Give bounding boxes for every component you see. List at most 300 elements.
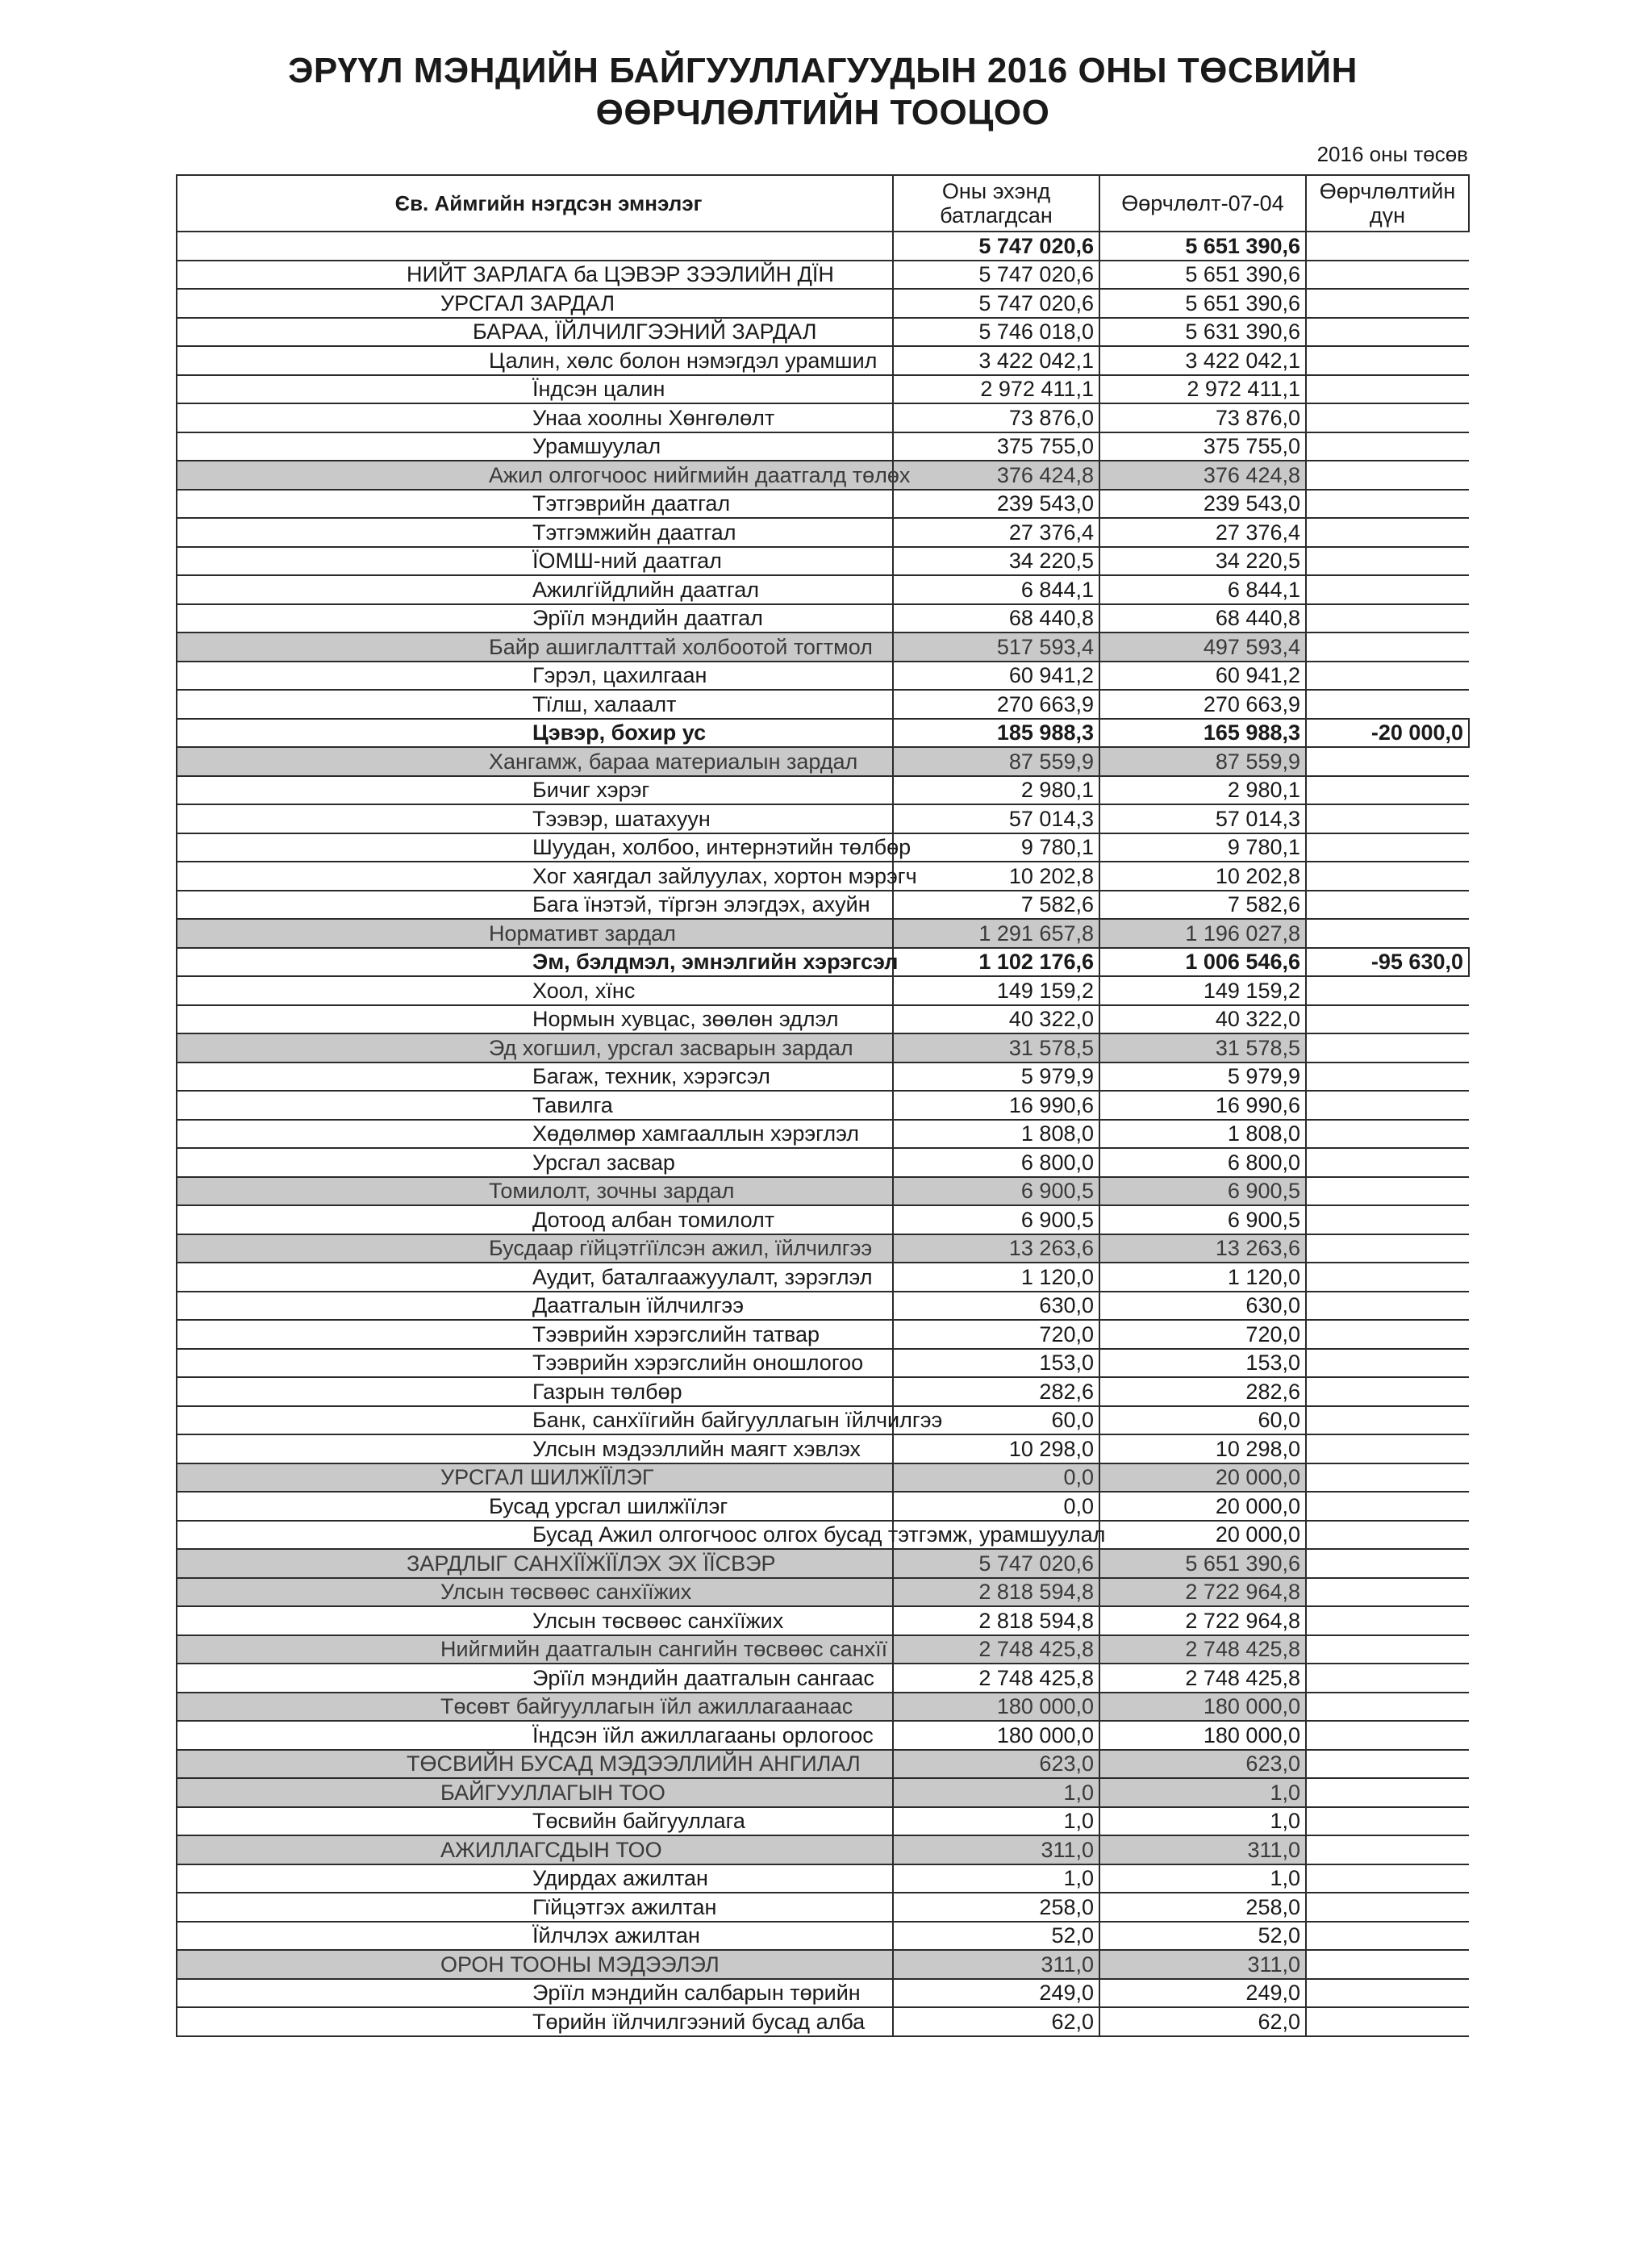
table-row bbox=[177, 1434, 1469, 1463]
changed-value: 7 582,6 bbox=[1099, 891, 1306, 920]
change-amount bbox=[1306, 1721, 1469, 1750]
table-row bbox=[177, 289, 1469, 318]
change-amount: -95 630,0 bbox=[1306, 948, 1469, 977]
change-amount bbox=[1306, 547, 1469, 576]
table-row bbox=[177, 1693, 1469, 1722]
change-amount bbox=[1306, 1263, 1469, 1292]
change-amount bbox=[1306, 862, 1469, 891]
change-amount bbox=[1306, 604, 1469, 633]
approved-value: 60,0 bbox=[893, 1406, 1099, 1435]
row-label: Урамшуулал bbox=[177, 432, 893, 461]
row-label: УРСГАЛ ЗАРДАЛ bbox=[177, 289, 893, 318]
change-amount bbox=[1306, 1979, 1469, 2008]
change-amount bbox=[1306, 1292, 1469, 1321]
table-row bbox=[177, 948, 1469, 977]
row-label: Хоол, хїнс bbox=[177, 976, 893, 1005]
table-row bbox=[177, 1864, 1469, 1893]
approved-value: 5 746 018,0 bbox=[893, 318, 1099, 347]
approved-value: 62,0 bbox=[893, 2007, 1099, 2036]
table-row bbox=[177, 232, 1469, 261]
changed-value: 497 593,4 bbox=[1099, 633, 1306, 662]
changed-value: 258,0 bbox=[1099, 1893, 1306, 1922]
changed-value: 9 780,1 bbox=[1099, 833, 1306, 862]
change-amount bbox=[1306, 1091, 1469, 1120]
change-amount bbox=[1306, 1778, 1469, 1807]
changed-value: 31 578,5 bbox=[1099, 1033, 1306, 1063]
approved-value: 311,0 bbox=[893, 1835, 1099, 1864]
table-body bbox=[177, 232, 1469, 2036]
table-row bbox=[177, 575, 1469, 604]
change-amount bbox=[1306, 261, 1469, 290]
row-label: Эм, бэлдмэл, эмнэлгийн хэрэгсэл bbox=[177, 948, 893, 977]
change-amount bbox=[1306, 1120, 1469, 1149]
approved-value: 16 990,6 bbox=[893, 1091, 1099, 1120]
changed-value: 68 440,8 bbox=[1099, 604, 1306, 633]
changed-value: 10 202,8 bbox=[1099, 862, 1306, 891]
row-label: Даатгалын їйлчилгээ bbox=[177, 1292, 893, 1321]
row-label: Цэвэр, бохир ус bbox=[177, 719, 893, 748]
table-row bbox=[177, 1578, 1469, 1607]
changed-value: 282,6 bbox=[1099, 1377, 1306, 1406]
approved-value: 1 808,0 bbox=[893, 1120, 1099, 1149]
changed-value: 6 844,1 bbox=[1099, 575, 1306, 604]
changed-value: 73 876,0 bbox=[1099, 403, 1306, 432]
approved-value: 6 900,5 bbox=[893, 1205, 1099, 1234]
change-amount bbox=[1306, 1835, 1469, 1864]
row-label: Дотоод албан томилолт bbox=[177, 1205, 893, 1234]
changed-value: 87 559,9 bbox=[1099, 747, 1306, 776]
changed-value: 20 000,0 bbox=[1099, 1492, 1306, 1521]
change-amount bbox=[1306, 1606, 1469, 1635]
row-label: Удирдах ажилтан bbox=[177, 1864, 893, 1893]
changed-value: 60 941,2 bbox=[1099, 662, 1306, 691]
table-row bbox=[177, 976, 1469, 1005]
approved-value: 2 818 594,8 bbox=[893, 1578, 1099, 1607]
changed-value: 2 972 411,1 bbox=[1099, 375, 1306, 404]
approved-value: 0,0 bbox=[893, 1463, 1099, 1493]
changed-value: 5 651 390,6 bbox=[1099, 232, 1306, 261]
table-row bbox=[177, 919, 1469, 948]
row-label: Їйлчлэх ажилтан bbox=[177, 1922, 893, 1951]
changed-value: 239 543,0 bbox=[1099, 490, 1306, 519]
approved-value: 0,0 bbox=[893, 1492, 1099, 1521]
row-label: Тээврийн хэрэгслийн татвар bbox=[177, 1320, 893, 1349]
table-row bbox=[177, 804, 1469, 833]
row-label: Аудит, баталгаажуулалт, зэрэглэл bbox=[177, 1263, 893, 1292]
approved-value: 6 800,0 bbox=[893, 1148, 1099, 1177]
approved-value: 375 755,0 bbox=[893, 432, 1099, 461]
change-amount bbox=[1306, 403, 1469, 432]
change-amount: -20 000,0 bbox=[1306, 719, 1469, 748]
change-amount bbox=[1306, 919, 1469, 948]
changed-value: 165 988,3 bbox=[1099, 719, 1306, 748]
approved-value: 6 900,5 bbox=[893, 1177, 1099, 1206]
changed-value: 5 651 390,6 bbox=[1099, 1549, 1306, 1578]
changed-value: 2 748 425,8 bbox=[1099, 1664, 1306, 1693]
changed-value: 149 159,2 bbox=[1099, 976, 1306, 1005]
changed-value: 1 006 546,6 bbox=[1099, 948, 1306, 977]
change-amount bbox=[1306, 1492, 1469, 1521]
header-approved: Оны эхэнд батлагдсан bbox=[893, 175, 1099, 232]
table-row bbox=[177, 318, 1469, 347]
table-row bbox=[177, 1033, 1469, 1063]
approved-value: 27 376,4 bbox=[893, 518, 1099, 547]
changed-value: 1,0 bbox=[1099, 1807, 1306, 1836]
changed-value: 6 900,5 bbox=[1099, 1205, 1306, 1234]
change-amount bbox=[1306, 1922, 1469, 1951]
row-label: Нормативт зардал bbox=[177, 919, 893, 948]
change-amount bbox=[1306, 690, 1469, 719]
changed-value: 5 979,9 bbox=[1099, 1063, 1306, 1092]
changed-value: 1 196 027,8 bbox=[1099, 919, 1306, 948]
approved-value: 282,6 bbox=[893, 1377, 1099, 1406]
changed-value: 6 900,5 bbox=[1099, 1177, 1306, 1206]
changed-value: 630,0 bbox=[1099, 1292, 1306, 1321]
change-amount bbox=[1306, 375, 1469, 404]
row-label: Эрїїл мэндийн даатгал bbox=[177, 604, 893, 633]
change-amount bbox=[1306, 318, 1469, 347]
row-label: Бусдаар гїйцэтгїїлсэн ажил, їйлчилгээ bbox=[177, 1234, 893, 1263]
table-row bbox=[177, 1807, 1469, 1836]
table-row bbox=[177, 776, 1469, 805]
table-row bbox=[177, 1606, 1469, 1635]
change-amount bbox=[1306, 518, 1469, 547]
changed-value: 1,0 bbox=[1099, 1864, 1306, 1893]
table-row bbox=[177, 261, 1469, 290]
approved-value: 270 663,9 bbox=[893, 690, 1099, 719]
row-label: БАРАА, ЇЙЛЧИЛГЭЭНИЙ ЗАРДАЛ bbox=[177, 318, 893, 347]
table-row bbox=[177, 1835, 1469, 1864]
table-row bbox=[177, 662, 1469, 691]
table-row bbox=[177, 1177, 1469, 1206]
table-row bbox=[177, 461, 1469, 490]
approved-value: 1,0 bbox=[893, 1807, 1099, 1836]
row-label: Гїйцэтгэх ажилтан bbox=[177, 1893, 893, 1922]
table-row bbox=[177, 1406, 1469, 1435]
approved-value: 5 747 020,6 bbox=[893, 261, 1099, 290]
changed-value: 375 755,0 bbox=[1099, 432, 1306, 461]
approved-value: 57 014,3 bbox=[893, 804, 1099, 833]
row-label: Банк, санхїїгийн байгууллагын їйлчилгээ bbox=[177, 1406, 893, 1435]
table-row bbox=[177, 1148, 1469, 1177]
table-row bbox=[177, 1922, 1469, 1951]
row-label: УРСГАЛ ШИЛЖЇЇЛЭГ bbox=[177, 1463, 893, 1493]
table-row bbox=[177, 1979, 1469, 2008]
changed-value: 153,0 bbox=[1099, 1349, 1306, 1378]
change-amount bbox=[1306, 1549, 1469, 1578]
change-amount bbox=[1306, 1893, 1469, 1922]
row-label: Байр ашиглалттай холбоотой тогтмол bbox=[177, 633, 893, 662]
approved-value: 5 747 020,6 bbox=[893, 1549, 1099, 1578]
page-title: ЭРҮҮЛ МЭНДИЙН БАЙГУУЛЛАГУУДЫН 2016 ОНЫ ТӨСВИЙН ӨӨРЧЛӨЛТИЙН ТООЦОО bbox=[288, 51, 1358, 132]
table-row bbox=[177, 1234, 1469, 1263]
change-amount bbox=[1306, 633, 1469, 662]
table-row bbox=[177, 1721, 1469, 1750]
change-amount bbox=[1306, 1205, 1469, 1234]
change-amount bbox=[1306, 289, 1469, 318]
approved-value: 1,0 bbox=[893, 1778, 1099, 1807]
table-row bbox=[177, 633, 1469, 662]
approved-value: 1 291 657,8 bbox=[893, 919, 1099, 948]
approved-value: 1,0 bbox=[893, 1864, 1099, 1893]
row-label: Бусад Ажил олгогчоос олгох бусад тэтгэмж, урамшуулал bbox=[177, 1521, 893, 1550]
approved-value: 6 844,1 bbox=[893, 575, 1099, 604]
row-label: Тэтгэмжийн даатгал bbox=[177, 518, 893, 547]
approved-value: 149 159,2 bbox=[893, 976, 1099, 1005]
row-label: Нийгмийн даатгалын сангийн төсвөөс санхїї bbox=[177, 1635, 893, 1664]
row-label: Бичиг хэрэг bbox=[177, 776, 893, 805]
change-amount bbox=[1306, 1950, 1469, 1979]
approved-value: 10 202,8 bbox=[893, 862, 1099, 891]
row-label: Төсвийн байгууллага bbox=[177, 1807, 893, 1836]
changed-value: 62,0 bbox=[1099, 2007, 1306, 2036]
change-amount bbox=[1306, 1005, 1469, 1034]
row-label: Цалин, хөлс болон нэмэгдэл урамшил bbox=[177, 346, 893, 375]
change-amount bbox=[1306, 1864, 1469, 1893]
changed-value: 60,0 bbox=[1099, 1406, 1306, 1435]
changed-value: 376 424,8 bbox=[1099, 461, 1306, 490]
row-label: Улсын төсвөөс санхїїжих bbox=[177, 1578, 893, 1607]
changed-value: 13 263,6 bbox=[1099, 1234, 1306, 1263]
table-row bbox=[177, 518, 1469, 547]
approved-value: 5 979,9 bbox=[893, 1063, 1099, 1092]
approved-value: 68 440,8 bbox=[893, 604, 1099, 633]
change-amount bbox=[1306, 804, 1469, 833]
approved-value: 180 000,0 bbox=[893, 1721, 1099, 1750]
changed-value: 16 990,6 bbox=[1099, 1091, 1306, 1120]
approved-value: 180 000,0 bbox=[893, 1693, 1099, 1722]
approved-value: 2 748 425,8 bbox=[893, 1664, 1099, 1693]
table-row bbox=[177, 690, 1469, 719]
approved-value: 239 543,0 bbox=[893, 490, 1099, 519]
row-label: Эд хогшил, урсгал засварын зардал bbox=[177, 1033, 893, 1063]
approved-value: 7 582,6 bbox=[893, 891, 1099, 920]
changed-value: 20 000,0 bbox=[1099, 1463, 1306, 1493]
approved-value: 2 980,1 bbox=[893, 776, 1099, 805]
table-row bbox=[177, 1664, 1469, 1693]
change-amount bbox=[1306, 1434, 1469, 1463]
changed-value: 20 000,0 bbox=[1099, 1521, 1306, 1550]
budget-year-caption: 2016 оны төсөв bbox=[1316, 142, 1468, 166]
changed-value: 180 000,0 bbox=[1099, 1721, 1306, 1750]
changed-value: 311,0 bbox=[1099, 1950, 1306, 1979]
table-row bbox=[177, 1263, 1469, 1292]
change-amount bbox=[1306, 346, 1469, 375]
row-label: Хог хаягдал зайлуулах, хортон мэрэгч bbox=[177, 862, 893, 891]
row-label: БАЙГУУЛЛАГЫН ТОО bbox=[177, 1778, 893, 1807]
table-row bbox=[177, 1349, 1469, 1378]
row-label: Тавилга bbox=[177, 1091, 893, 1120]
header-organization: Єв. Аймгийн нэгдсэн эмнэлэг bbox=[177, 175, 893, 232]
changed-value: 27 376,4 bbox=[1099, 518, 1306, 547]
table-row bbox=[177, 1005, 1469, 1034]
table-row bbox=[177, 490, 1469, 519]
row-label: Тээвэр, шатахуун bbox=[177, 804, 893, 833]
change-amount bbox=[1306, 1807, 1469, 1836]
header-change: Өөрчлөлт-07-04 bbox=[1099, 175, 1306, 232]
table-row bbox=[177, 1893, 1469, 1922]
row-label: Шуудан, холбоо, интернэтийн төлбөр bbox=[177, 833, 893, 862]
row-label: Улсын төсвөөс санхїїжих bbox=[177, 1606, 893, 1635]
approved-value: 2 972 411,1 bbox=[893, 375, 1099, 404]
row-label: Їндсэн цалин bbox=[177, 375, 893, 404]
change-amount bbox=[1306, 575, 1469, 604]
change-amount bbox=[1306, 1377, 1469, 1406]
table-row bbox=[177, 547, 1469, 576]
approved-value: 258,0 bbox=[893, 1893, 1099, 1922]
table-row bbox=[177, 747, 1469, 776]
approved-value: 73 876,0 bbox=[893, 403, 1099, 432]
approved-value: 34 220,5 bbox=[893, 547, 1099, 576]
approved-value: 630,0 bbox=[893, 1292, 1099, 1321]
change-amount bbox=[1306, 461, 1469, 490]
table-row bbox=[177, 1377, 1469, 1406]
table-row bbox=[177, 403, 1469, 432]
row-label: Хөдөлмөр хамгааллын хэрэглэл bbox=[177, 1120, 893, 1149]
changed-value: 2 748 425,8 bbox=[1099, 1635, 1306, 1664]
row-label: Төрийн їйлчилгээний бусад алба bbox=[177, 2007, 893, 2036]
row-label: Бусад урсгал шилжїїлэг bbox=[177, 1492, 893, 1521]
table-row bbox=[177, 1549, 1469, 1578]
table-row bbox=[177, 1635, 1469, 1664]
approved-value: 5 747 020,6 bbox=[893, 289, 1099, 318]
approved-value: 13 263,6 bbox=[893, 1234, 1099, 1263]
approved-value: 10 298,0 bbox=[893, 1434, 1099, 1463]
row-label: Эрїїл мэндийн даатгалын сангаас bbox=[177, 1664, 893, 1693]
table-row bbox=[177, 1950, 1469, 1979]
change-amount bbox=[1306, 833, 1469, 862]
change-amount bbox=[1306, 1463, 1469, 1493]
approved-value: 311,0 bbox=[893, 1950, 1099, 1979]
table-row bbox=[177, 1750, 1469, 1779]
changed-value: 180 000,0 bbox=[1099, 1693, 1306, 1722]
change-amount bbox=[1306, 1406, 1469, 1435]
budget-table bbox=[176, 174, 1470, 2037]
table-row bbox=[177, 1320, 1469, 1349]
row-label: Улсын мэдээллийн маягт хэвлэх bbox=[177, 1434, 893, 1463]
table-row bbox=[177, 1778, 1469, 1807]
approved-value: 2 818 594,8 bbox=[893, 1606, 1099, 1635]
changed-value: 1,0 bbox=[1099, 1778, 1306, 1807]
row-label: Томилолт, зочны зардал bbox=[177, 1177, 893, 1206]
changed-value: 3 422 042,1 bbox=[1099, 346, 1306, 375]
changed-value: 34 220,5 bbox=[1099, 547, 1306, 576]
table-row bbox=[177, 719, 1469, 748]
change-amount bbox=[1306, 776, 1469, 805]
row-label: Нормын хувцас, зөөлөн эдлэл bbox=[177, 1005, 893, 1034]
changed-value: 2 980,1 bbox=[1099, 776, 1306, 805]
row-label: Тэтгэврийн даатгал bbox=[177, 490, 893, 519]
row-label: ТӨСВИЙН БУСАД МЭДЭЭЛЛИЙН АНГИЛАЛ bbox=[177, 1750, 893, 1779]
table-row bbox=[177, 1205, 1469, 1234]
change-amount bbox=[1306, 1349, 1469, 1378]
change-amount bbox=[1306, 976, 1469, 1005]
change-amount bbox=[1306, 1033, 1469, 1063]
changed-value: 311,0 bbox=[1099, 1835, 1306, 1864]
change-amount bbox=[1306, 232, 1469, 261]
change-amount bbox=[1306, 2007, 1469, 2036]
changed-value: 52,0 bbox=[1099, 1922, 1306, 1951]
table-row bbox=[177, 2007, 1469, 2036]
changed-value: 5 631 390,6 bbox=[1099, 318, 1306, 347]
table-row bbox=[177, 346, 1469, 375]
changed-value: 5 651 390,6 bbox=[1099, 261, 1306, 290]
approved-value: 185 988,3 bbox=[893, 719, 1099, 748]
table-row bbox=[177, 1292, 1469, 1321]
change-amount bbox=[1306, 662, 1469, 691]
approved-value: 376 424,8 bbox=[893, 461, 1099, 490]
changed-value: 2 722 964,8 bbox=[1099, 1578, 1306, 1607]
change-amount bbox=[1306, 1521, 1469, 1550]
table-row bbox=[177, 891, 1469, 920]
table-row bbox=[177, 375, 1469, 404]
row-label: ЇОМШ-ний даатгал bbox=[177, 547, 893, 576]
changed-value: 57 014,3 bbox=[1099, 804, 1306, 833]
change-amount bbox=[1306, 490, 1469, 519]
table-row bbox=[177, 862, 1469, 891]
row-label: Тээврийн хэрэгслийн оношлогоо bbox=[177, 1349, 893, 1378]
change-amount bbox=[1306, 1750, 1469, 1779]
change-amount bbox=[1306, 1635, 1469, 1664]
change-amount bbox=[1306, 432, 1469, 461]
table-row bbox=[177, 604, 1469, 633]
row-label: Гэрэл, цахилгаан bbox=[177, 662, 893, 691]
approved-value: 40 322,0 bbox=[893, 1005, 1099, 1034]
approved-value: 3 422 042,1 bbox=[893, 346, 1099, 375]
changed-value: 10 298,0 bbox=[1099, 1434, 1306, 1463]
table-row bbox=[177, 1492, 1469, 1521]
changed-value: 5 651 390,6 bbox=[1099, 289, 1306, 318]
row-label: АЖИЛЛАГСДЫН ТОО bbox=[177, 1835, 893, 1864]
changed-value: 1 808,0 bbox=[1099, 1120, 1306, 1149]
approved-value: 1 102 176,6 bbox=[893, 948, 1099, 977]
approved-value: 52,0 bbox=[893, 1922, 1099, 1951]
table-row bbox=[177, 1091, 1469, 1120]
row-label: Бага їнэтэй, тїргэн элэгдэх, ахуйн bbox=[177, 891, 893, 920]
change-amount bbox=[1306, 1148, 1469, 1177]
row-label: НИЙТ ЗАРЛАГА ба ЦЭВЭР ЗЭЭЛИЙН ДЇН bbox=[177, 261, 893, 290]
change-amount bbox=[1306, 1234, 1469, 1263]
approved-value: 249,0 bbox=[893, 1979, 1099, 2008]
table-row bbox=[177, 1063, 1469, 1092]
approved-value: 2 748 425,8 bbox=[893, 1635, 1099, 1664]
change-amount bbox=[1306, 891, 1469, 920]
row-label: Їндсэн їйл ажиллагааны орлогоос bbox=[177, 1721, 893, 1750]
table-row bbox=[177, 432, 1469, 461]
row-label: Ажилгїйдлийн даатгал bbox=[177, 575, 893, 604]
change-amount bbox=[1306, 747, 1469, 776]
row-label: Хангамж, бараа материалын зардал bbox=[177, 747, 893, 776]
changed-value: 270 663,9 bbox=[1099, 690, 1306, 719]
row-label: Төсөвт байгууллагын їйл ажиллагаанаас bbox=[177, 1693, 893, 1722]
approved-value: 1 120,0 bbox=[893, 1263, 1099, 1292]
change-amount bbox=[1306, 1664, 1469, 1693]
change-amount bbox=[1306, 1578, 1469, 1607]
approved-value: 153,0 bbox=[893, 1349, 1099, 1378]
changed-value: 249,0 bbox=[1099, 1979, 1306, 2008]
row-label: Урсгал засвар bbox=[177, 1148, 893, 1177]
approved-value: 60 941,2 bbox=[893, 662, 1099, 691]
approved-value: 31 578,5 bbox=[893, 1033, 1099, 1063]
row-label: Унаа хоолны Хөнгөлөлт bbox=[177, 403, 893, 432]
change-amount bbox=[1306, 1693, 1469, 1722]
row-label: Газрын төлбөр bbox=[177, 1377, 893, 1406]
approved-value: 9 780,1 bbox=[893, 833, 1099, 862]
changed-value: 40 322,0 bbox=[1099, 1005, 1306, 1034]
row-label: Эрїїл мэндийн салбарын төрийн bbox=[177, 1979, 893, 2008]
approved-value: 87 559,9 bbox=[893, 747, 1099, 776]
changed-value: 623,0 bbox=[1099, 1750, 1306, 1779]
